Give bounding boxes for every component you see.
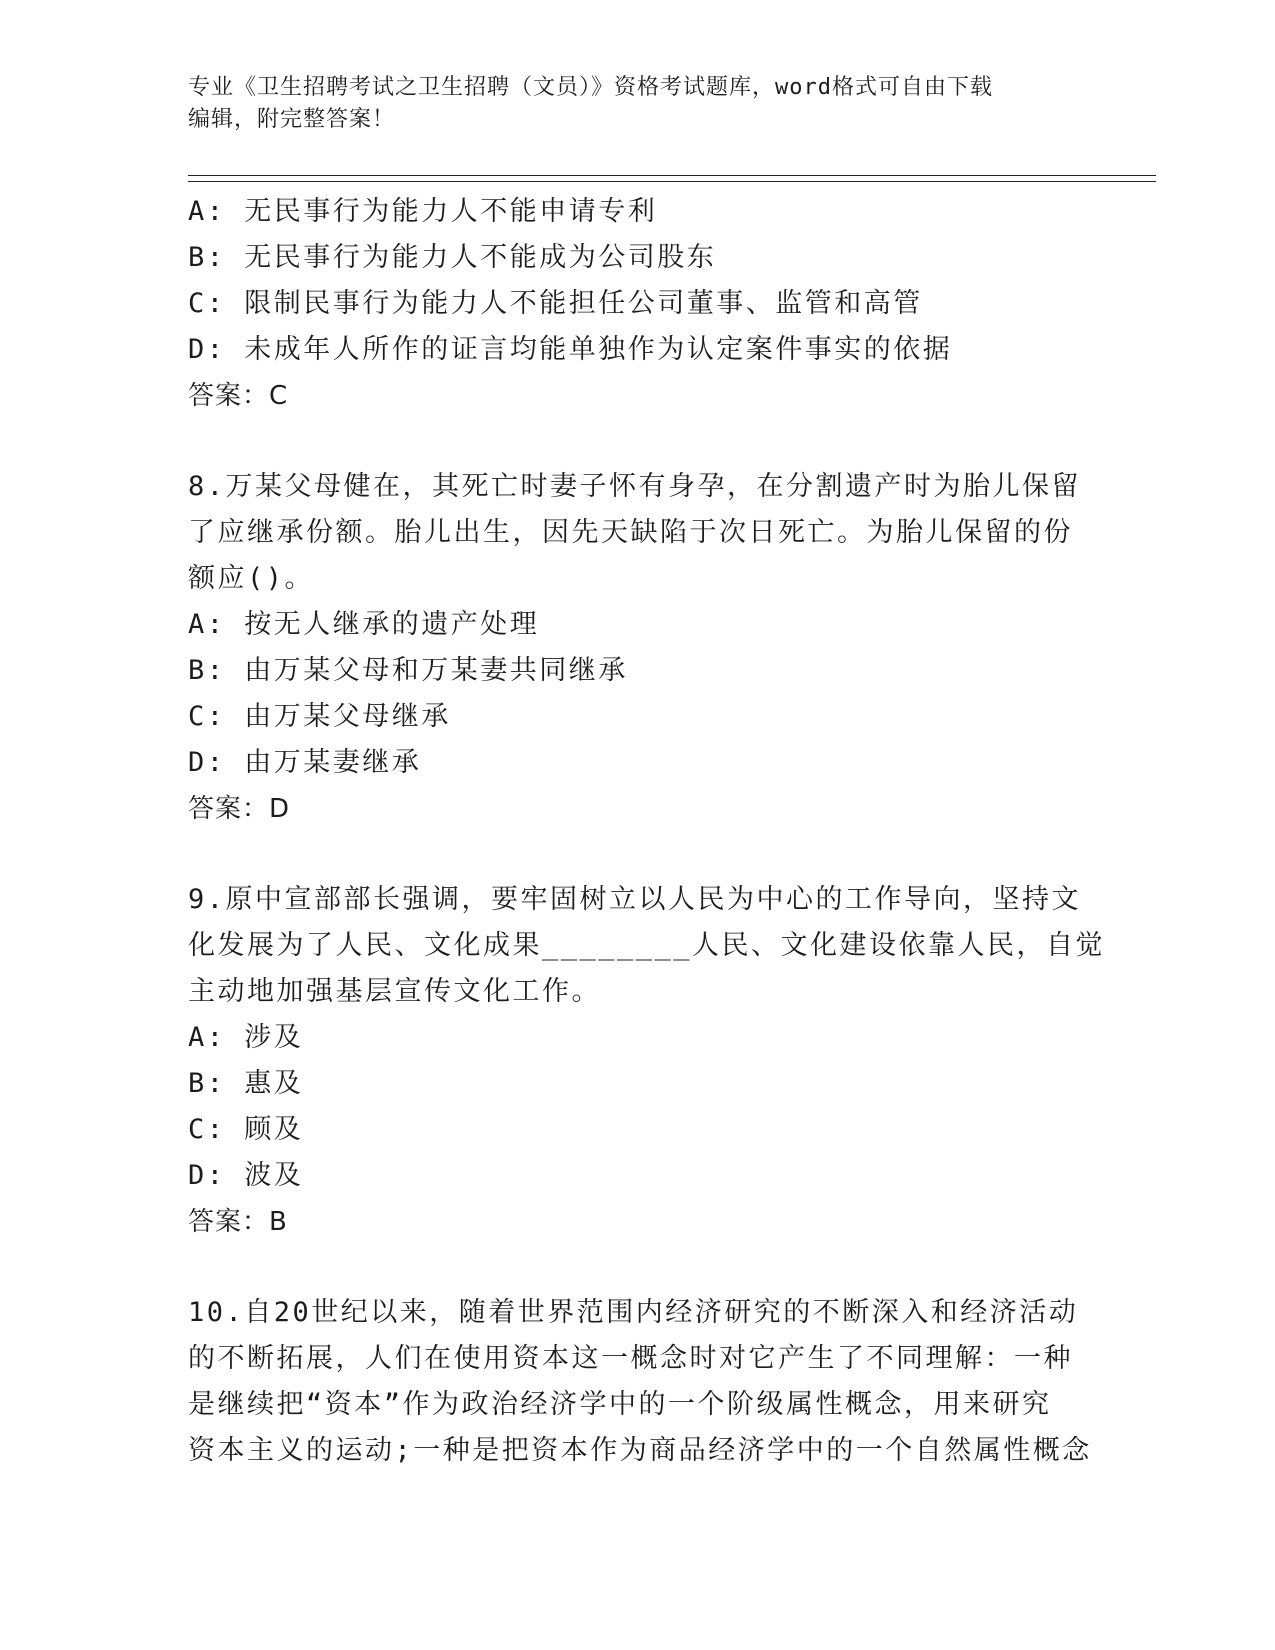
- spacer: [188, 1245, 1188, 1290]
- option-c: C: 由万某父母继承: [188, 701, 451, 732]
- question-stem-line: 10.自20世纪以来，随着世界范围内经济研究的不断深入和经济活动: [188, 1297, 1079, 1328]
- question-stem-line: 9.原中宣部部长强调，要牢固树立以人民为中心的工作导向，坚持文: [188, 884, 1082, 915]
- question-8: [188, 464, 1188, 832]
- option-d: D: 未成年人所作的证言均能单独作为认定案件事实的依据: [188, 334, 953, 365]
- option-b: B: 惠及: [188, 1068, 304, 1099]
- question-stem-line: 额应()。: [188, 563, 315, 594]
- header-divider-bottom: [188, 181, 1156, 182]
- document-body: [188, 189, 1188, 1474]
- header-divider-top: [188, 175, 1156, 176]
- question-stem-line: 8.万某父母健在，其死亡时妻子怀有身孕，在分割遗产时为胎儿保留: [188, 471, 1082, 502]
- answer: 答案：C: [188, 381, 289, 411]
- question-10: [188, 1290, 1188, 1474]
- question-7: [188, 189, 1188, 419]
- option-c: C: 限制民事行为能力人不能担任公司董事、监管和高管: [188, 288, 923, 319]
- header-line-2: 编辑，附完整答案！: [188, 107, 396, 132]
- question-stem-line: 是继续把“资本”作为政治经济学中的一个阶级属性概念，用来研究: [188, 1389, 1052, 1420]
- option-a: A: 涉及: [188, 1022, 304, 1053]
- spacer: [188, 832, 1188, 877]
- question-stem-line: 的不断拓展，人们在使用资本这一概念时对它产生了不同理解：一种: [188, 1343, 1073, 1374]
- option-d: D: 由万某妻继承: [188, 747, 422, 778]
- header-line-1: 专业《卫生招聘考试之卫生招聘（文员）》资格考试题库，word格式可自由下载: [188, 75, 993, 100]
- option-c: C: 顾及: [188, 1114, 304, 1145]
- spacer: [188, 419, 1188, 464]
- question-9: [188, 877, 1188, 1245]
- option-a: A: 无民事行为能力人不能申请专利: [188, 196, 658, 227]
- option-b: B: 无民事行为能力人不能成为公司股东: [188, 242, 717, 273]
- document-header: [188, 72, 1088, 136]
- question-stem-line: 主动地加强基层宣传文化工作。: [188, 976, 601, 1007]
- answer: 答案：B: [188, 1207, 288, 1237]
- option-b: B: 由万某父母和万某妻共同继承: [188, 655, 628, 686]
- question-stem-line: 化发展为了人民、文化成果________人民、文化建设依靠人民，自觉: [188, 930, 1106, 961]
- option-d: D: 波及: [188, 1160, 304, 1191]
- question-stem-line: 资本主义的运动;一种是把资本作为商品经济学中的一个自然属性概念: [188, 1435, 1092, 1466]
- question-stem-line: 了应继承份额。胎儿出生，因先天缺陷于次日死亡。为胎儿保留的份: [188, 517, 1073, 548]
- answer: 答案：D: [188, 794, 291, 824]
- option-a: A: 按无人继承的遗产处理: [188, 609, 540, 640]
